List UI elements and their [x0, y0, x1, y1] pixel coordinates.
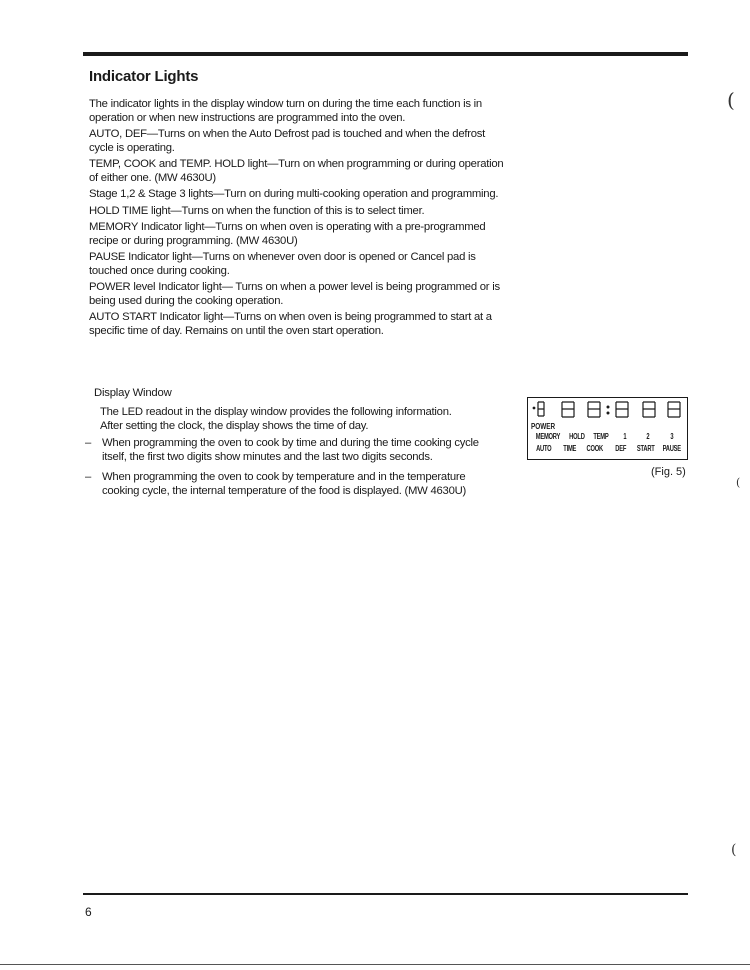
- cook-indicator: COOK: [586, 444, 603, 453]
- footer-rule: [0, 964, 750, 965]
- indicator-row-bottom: [531, 444, 684, 453]
- section-heading: Indicator Lights: [89, 68, 199, 85]
- paragraph-power: POWER level Indicator light— Turns on when a power level is being programmed or is being used during the cooking operation.: [89, 281, 500, 307]
- paragraph-hold-time: HOLD TIME light—Turns on when the function of this is to select timer.: [89, 204, 425, 217]
- display-window-intro-line2: After setting the clock, the display shows the time of day.: [100, 419, 369, 432]
- def-indicator: DEF: [614, 444, 626, 453]
- start-indicator: START: [636, 444, 655, 453]
- paragraph-intro: The indicator lights in the display window turn on during the time each function is in operation or when new instructions are programmed into the oven.: [89, 98, 482, 124]
- paragraph-pause: PAUSE Indicator light—Turns on whenever oven door is opened or Cancel pad is touched once during cooking.: [89, 251, 476, 277]
- display-panel-figure: [527, 397, 688, 460]
- top-rule: [83, 52, 688, 56]
- memory-indicator: MEMORY: [535, 432, 561, 441]
- time-indicator: TIME: [562, 444, 576, 453]
- paragraph-memory: MEMORY Indicator light—Turns on when oven is operating with a pre-programmed recipe or during programming. (MW 4630U): [89, 221, 486, 247]
- display-window-title: Display Window: [94, 387, 172, 399]
- bullet-dash: –: [85, 471, 92, 483]
- bullet-text: When programming the oven to cook by temperature and in the temperature cooking cycle, the internal temperature of the food is displayed. (MW 4630U): [102, 471, 467, 497]
- indicator-row-top: [531, 432, 684, 441]
- paragraph-temp-cook: TEMP, COOK and TEMP. HOLD light—Turn on when programming or during operation of either one. (MW 4630U): [89, 158, 504, 184]
- page-number: 6: [85, 905, 92, 919]
- bullet-dash: –: [85, 437, 92, 449]
- temp-indicator: TEMP: [593, 432, 609, 441]
- margin-mark: (: [736, 476, 741, 489]
- paragraph-auto-def: AUTO, DEF—Turns on when the Auto Defrost pad is touched and when the defrost cycle is operating.: [89, 128, 486, 154]
- hold-indicator: HOLD: [569, 432, 585, 441]
- margin-mark: (: [727, 88, 735, 112]
- margin-mark: (: [731, 842, 737, 858]
- auto-indicator: AUTO: [536, 444, 552, 453]
- stage-1-indicator: 1: [622, 432, 626, 441]
- paragraph-auto-start: AUTO START Indicator light—Turns on when oven is being programmed to start at a specific time of day. Remains on until the oven start operation.: [89, 311, 492, 337]
- bottom-rule: [83, 893, 688, 895]
- stage-3-indicator: 3: [670, 432, 674, 441]
- power-indicator-label: POWER: [531, 422, 556, 431]
- bullet-time-cooking: [85, 437, 505, 464]
- indicator-descriptions: [89, 98, 507, 341]
- bullet-text: When programming the oven to cook by time and during the time cooking cycle itself, the first two digits show minutes and the last two digits seconds.: [102, 437, 479, 463]
- display-window-intro: [100, 406, 500, 433]
- stage-2-indicator: 2: [646, 432, 650, 441]
- paragraph-stage: Stage 1,2 & Stage 3 lights—Turn on during multi-cooking operation and programming.: [89, 188, 499, 200]
- figure-caption: (Fig. 5): [651, 466, 686, 478]
- bullet-temperature-cooking: [85, 471, 505, 498]
- pause-indicator: PAUSE: [662, 444, 681, 453]
- display-window-intro-line1: The LED readout in the display window provides the following information.: [100, 406, 452, 418]
